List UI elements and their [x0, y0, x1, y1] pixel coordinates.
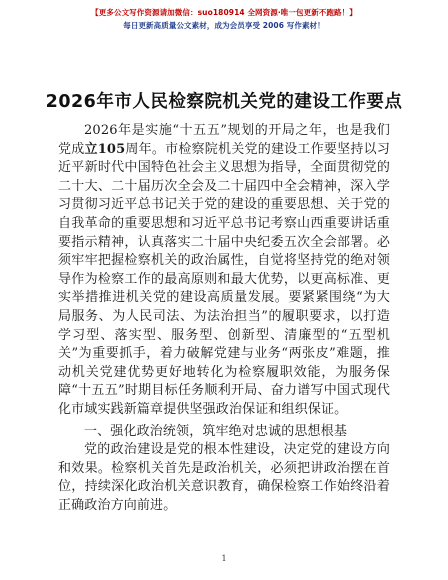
document-body: [58, 122, 390, 515]
header-banner: [0, 6, 448, 32]
document-title: 2026年市人民检察院机关党的建设工作要点: [45, 92, 403, 112]
intro-text-1: 2026年是实施“十五五”规划的开局之年，也是我们党成: [58, 123, 390, 157]
intro-paragraph: [58, 122, 390, 420]
banner-line-2: 每日更新高质量公文素材，成为会员享受 2006 写作素材！: [123, 21, 325, 30]
intro-text-2: 周年。市检察院机关党的建设工作要坚持以习近平新时代中国特色社会主义思想为指导，全面贯彻党的二十大、二十届历次全会及二十届四中全会精神，深入学习贯彻习近平总书记关于党的建设的重要思想、关于党的自我革命的重要思想和习近平总书记考察山西重要讲话重要指示精神，认真落实二十届中央纪委五次全会部署。必须牢牢把握检察机关的政治属性，自觉将坚持党的绝对领导作为检察工作的最高原则和最大优势，以更高标准、更实举措推进机关党的建设高质量发展。要紧紧围绕“为大局服务、为人民司法、为法治担当”的履职要求，以打造学习型、落实型、服务型、创新型、清廉型的“五型机关”为重要抓手，着力破解党建与业务“两张皮”难题，推动机关党建优势更好地转化为检察履职效能，为服务保障“十五五”时期目标任务顺利开局、奋力谱写中国式现代化市域实践新篇章提供坚强政治保证和组织保证。: [58, 141, 390, 417]
banner-line-1: 【更多公文写作资源请加微信：suo180914 全网资源·唯一包更新不跑路！】: [91, 8, 357, 17]
page-number: 1: [221, 554, 227, 563]
section-1-paragraph: 党的政治建设是党的根本性建设，决定党的建设方向和效果。检察机关首先是政治机关，必须把讲政治摆在首位，持续深化政治机关意识教育，确保检察工作始终沿着正确政治方向前进。: [58, 442, 390, 513]
intro-bold-text: 立105: [84, 141, 126, 157]
section-heading-1: 一、强化政治统领，筑牢绝对忠诚的思想根基: [84, 423, 348, 439]
